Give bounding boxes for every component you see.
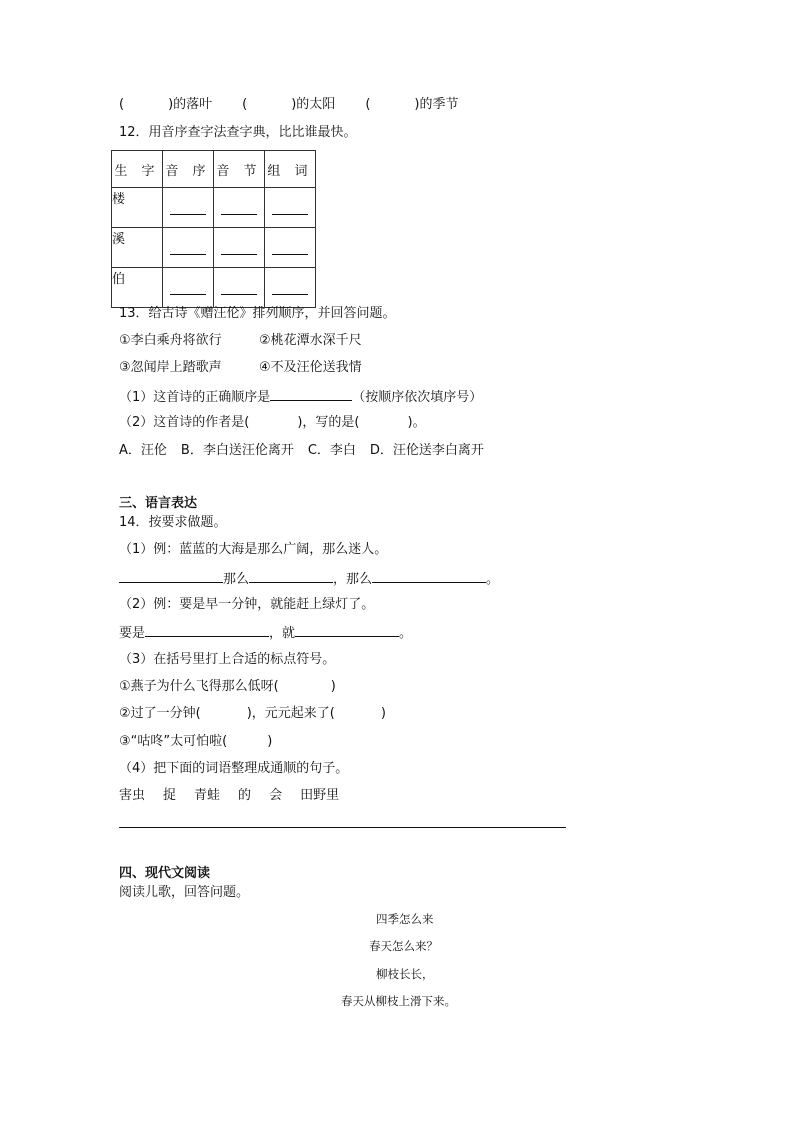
row-char: 溪 [112,228,163,268]
paren-open-1: ( [119,97,125,112]
table-row [112,188,316,228]
blank-cell[interactable] [265,228,316,268]
s1-fill: 那么 ，那么 。 [119,569,499,589]
punct-2: ②过了一分钟( )，元元起来了( ) [119,706,386,721]
header-syllable: 音 节 [214,151,265,188]
dictionary-table [111,150,316,308]
poem-stanza-3: 春天从柳枝上滑下来。 [341,994,456,1008]
q14-title: 14．按要求做题。 [119,515,227,530]
word: 的 [238,788,252,803]
poem-stanza-2: 柳枝长长， [376,967,434,981]
poem-title: 四季怎么来 [376,912,434,926]
fill-leaves: )的落叶 [168,97,213,112]
header-word: 组 词 [265,151,316,188]
blank-cell[interactable] [214,268,265,308]
poem-line-1: ①李白乘舟将欲行 [119,333,222,348]
poem-stanza-1: 春天怎么来？ [369,939,438,953]
word-list [119,787,339,805]
option-c[interactable]: C．李白 [307,443,356,458]
s2-blank-1[interactable] [145,623,269,637]
table-row [112,268,316,308]
blank-cell[interactable] [214,228,265,268]
s1-example: （1）例：蓝蓝的大海是那么广阔，那么迷人。 [119,542,388,557]
s1-blank-1[interactable] [119,569,223,583]
poem-line-2: ②桃花潭水深千尺 [259,333,362,348]
s2-blank-2[interactable] [295,623,399,637]
blank-cell[interactable] [163,268,214,308]
s4-title: （4）把下面的词语整理成通顺的句子。 [119,761,349,776]
punct-1: ①燕子为什么飞得那么低呀( ) [119,679,336,694]
s1-blank-3[interactable] [372,569,486,583]
q13-sub2: （2）这首诗的作者是( )，写的是( )。 [119,415,426,430]
poem-line-3: ③忽闻岸上踏歌声 [119,360,222,375]
order-blank[interactable] [270,387,352,401]
header-initial: 音 序 [163,151,214,188]
blank-cell[interactable] [265,188,316,228]
reading-instruction: 阅读儿歌，回答问题。 [119,885,250,900]
row-char: 伯 [112,268,163,308]
punct-3: ③“咕咚”太可怕啦( ) [119,734,273,749]
word: 田野里 [300,788,340,803]
poem-line-4: ④不及汪伦送我情 [259,360,362,375]
word: 捉 [163,788,177,803]
s2-example: （2）例：要是早一分钟，就能赶上绿灯了。 [119,597,375,612]
blank-cell[interactable] [214,188,265,228]
blank-cell[interactable] [265,268,316,308]
option-a[interactable]: A．汪伦 [119,443,167,458]
paren-open-2: ( [242,97,248,112]
word: 害虫 [119,788,146,803]
q12-title: 12．用音序查字法查字典，比比谁最快。 [119,125,357,140]
fill-season: )的季节 [414,97,459,112]
q13-sub1: （1）这首诗的正确顺序是 （按顺序依次填序号） [119,387,482,407]
q11-row [119,96,458,114]
s3-title: （3）在括号里打上合适的标点符号。 [119,652,336,667]
blank-cell[interactable] [163,188,214,228]
row-char: 楼 [112,188,163,228]
header-char: 生 字 [112,151,163,188]
q13-options [119,442,484,460]
s1-blank-2[interactable] [249,569,333,583]
blank-cell[interactable] [163,228,214,268]
fill-sun: )的太阳 [291,97,336,112]
option-d[interactable]: D．汪伦送李白离开 [369,443,484,458]
section3-heading: 三、语言表达 [119,496,198,511]
paren-open-3: ( [365,97,371,112]
word: 会 [269,788,283,803]
s2-fill: 要是 ，就 。 [119,623,412,643]
option-b[interactable]: B．李白送汪伦离开 [180,443,294,458]
q13-title: 13．给古诗《赠汪伦》排列顺序，并回答问题。 [119,306,396,321]
table-row [112,228,316,268]
word: 青蛙 [194,788,221,803]
section4-heading: 四、现代文阅读 [119,866,211,881]
answer-line[interactable] [119,827,566,828]
